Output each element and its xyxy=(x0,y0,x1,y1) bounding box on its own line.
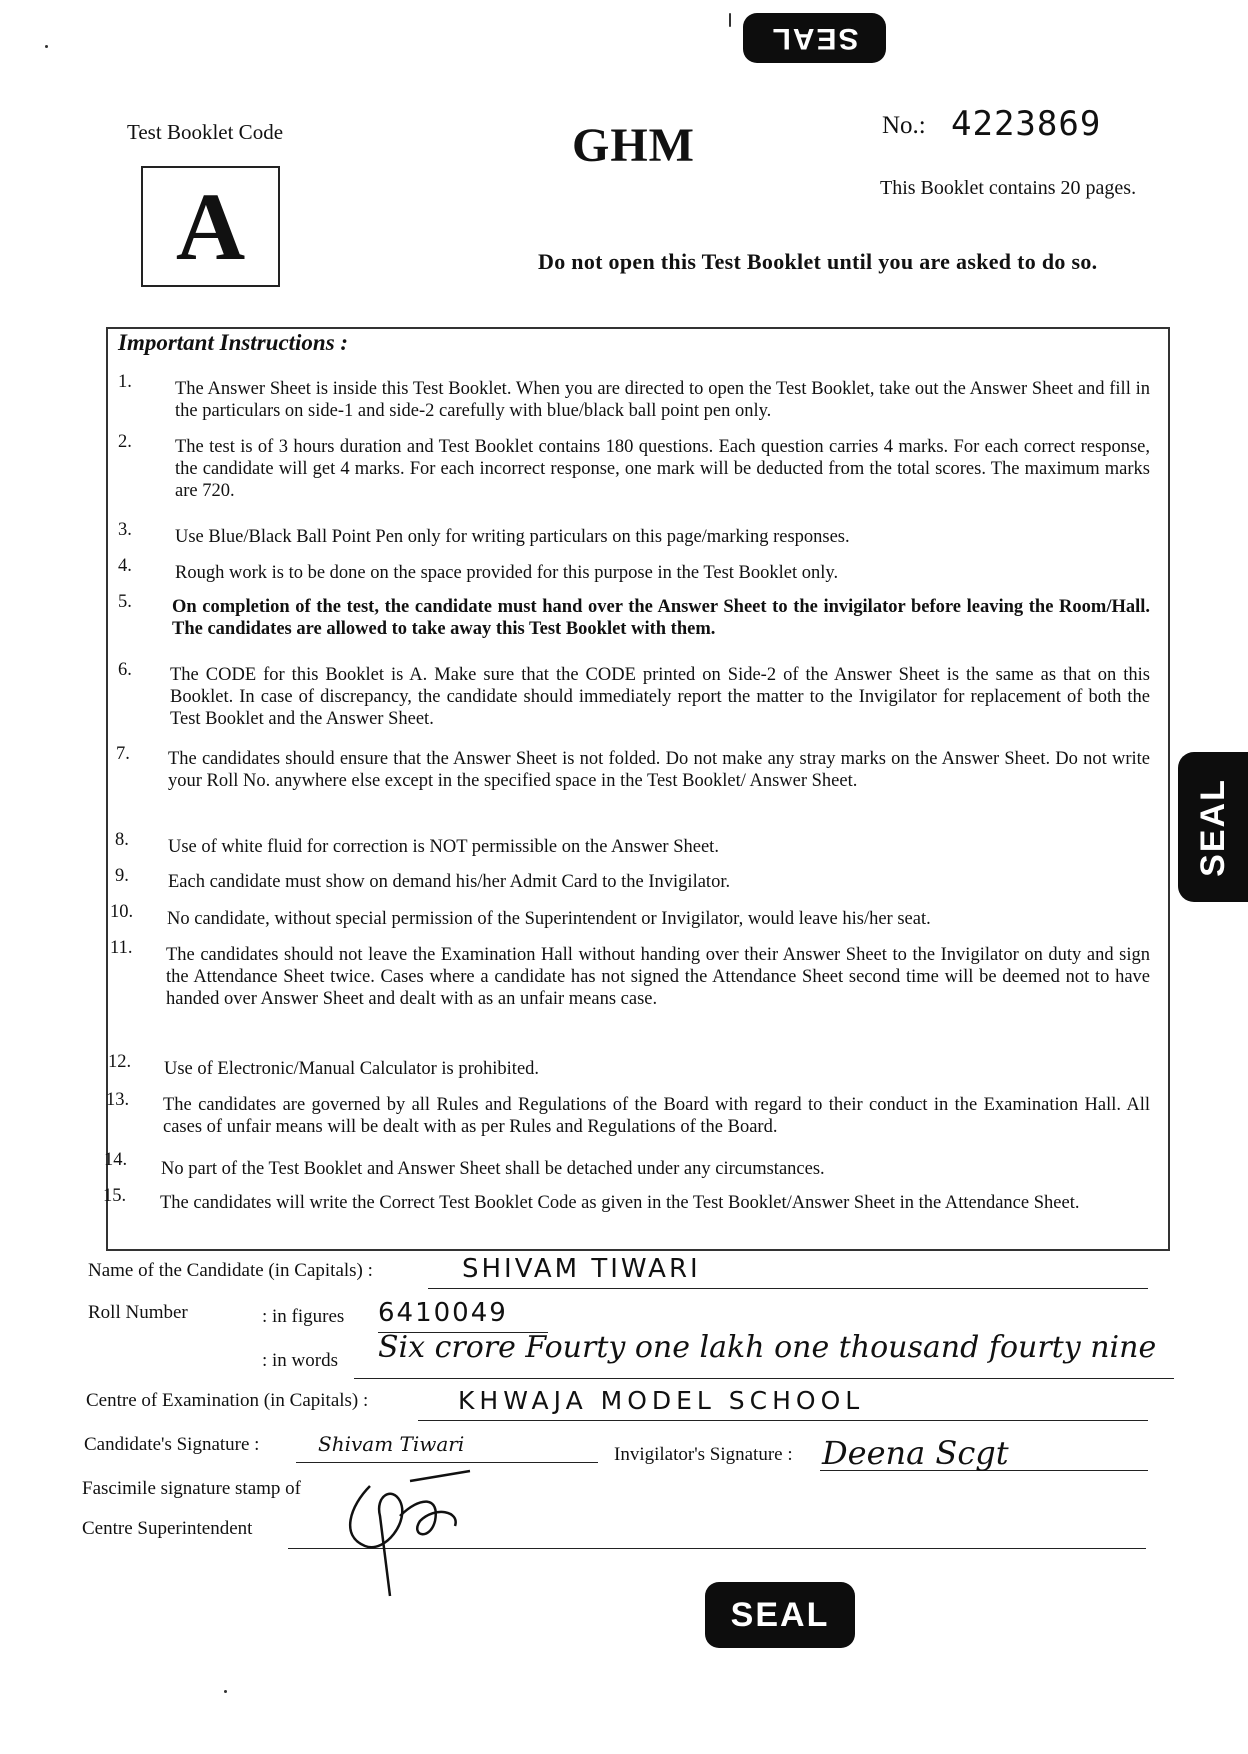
candidate-name-value: SHIVAM TIWARI xyxy=(462,1254,701,1284)
roll-figures-value: 6410049 xyxy=(378,1298,508,1328)
candidate-name-label: Name of the Candidate (in Capitals) : xyxy=(88,1260,373,1281)
scan-speck xyxy=(729,13,731,27)
seal-stamp-right xyxy=(1178,752,1248,902)
instruction-number: 12. xyxy=(108,1052,132,1072)
centre-line xyxy=(418,1420,1148,1421)
instruction-text: The Answer Sheet is inside this Test Booklet. When you are directed to open the Test Booklet, take out the Answer Sheet and fill in the particulars on side-1 and side-2 carefully with blue/black ball point pen only. xyxy=(175,379,1150,421)
instruction-number: 11. xyxy=(110,938,133,958)
instruction-text: The candidates will write the Correct Test Booklet Code as given in the Test Booklet/Answer Sheet in the Attendance Sheet. xyxy=(160,1193,1080,1213)
roll-number-label: Roll Number xyxy=(88,1302,188,1323)
instruction-text: Rough work is to be done on the space provided for this purpose in the Test Booklet only. xyxy=(175,563,839,583)
roll-words-label: : in words xyxy=(262,1350,338,1371)
instruction-number: 15. xyxy=(103,1186,127,1206)
instruction-number: 6. xyxy=(118,660,132,680)
instruction-text: On completion of the test, the candidate must hand over the Answer Sheet to the invigilator before leaving the Room/Hall. The candidates are allowed to take away this Test Booklet with them. xyxy=(172,597,1150,639)
roll-words-line xyxy=(354,1378,1174,1379)
instructions-heading: Important Instructions : xyxy=(118,330,349,355)
instruction-number: 4. xyxy=(118,556,132,576)
superintendent-label: Centre Superintendent xyxy=(82,1518,253,1539)
do-not-open-warning: Do not open this Test Booklet until you are asked to do so. xyxy=(538,249,1098,274)
instruction-text: The candidates should ensure that the Answer Sheet is not folded. Do not make any stray marks on the Answer Sheet. Do not write your Roll No. anywhere else except in the specified space in the Test Booklet/ Answer Sheet. xyxy=(168,749,1150,791)
instruction-text: The test is of 3 hours duration and Test Booklet contains 180 questions. Each question carries 4 marks. For each correct response, the candidate will get 4 marks. For each incorrect response, one mark will be deducted from the total scores. The maximum marks are 720. xyxy=(175,437,1150,501)
instruction-number: 1. xyxy=(118,372,132,392)
instruction-text: The CODE for this Booklet is A. Make sure that the CODE printed on Side-2 of the Answer Sheet is the same as that on this Booklet. In case of discrepancy, the candidate should immediately report the matter to the Invigilator for replacement of both the Test Booklet and the Answer Sheet. xyxy=(170,665,1150,729)
candidate-signature-line xyxy=(296,1462,598,1463)
instruction-number: 7. xyxy=(116,744,130,764)
booklet-code-value: A xyxy=(175,173,246,280)
scan-speck xyxy=(224,1690,227,1693)
scan-speck xyxy=(45,45,48,48)
instruction-text: Each candidate must show on demand his/her Admit Card to the Invigilator. xyxy=(168,872,731,892)
instruction-number: 10. xyxy=(110,902,134,922)
instruction-text: No part of the Test Booklet and Answer Sheet shall be detached under any circumstances. xyxy=(161,1159,825,1179)
instruction-number: 8. xyxy=(115,830,129,850)
instruction-number: 13. xyxy=(106,1090,130,1110)
instruction-text: Use of white fluid for correction is NOT permissible on the Answer Sheet. xyxy=(168,837,719,857)
instruction-text: No candidate, without special permission of the Superintendent or Invigilator, would leave his/her seat. xyxy=(167,909,931,929)
booklet-code-box xyxy=(141,166,280,287)
instruction-number: 2. xyxy=(118,432,132,452)
booklet-code-label: Test Booklet Code xyxy=(127,120,284,144)
centre-value: KHWAJA MODEL SCHOOL xyxy=(458,1386,865,1415)
seal-stamp-bottom xyxy=(705,1582,855,1648)
instruction-number: 3. xyxy=(118,520,132,540)
seal-bottom-text: SEAL xyxy=(730,1595,830,1634)
candidate-signature-label: Candidate's Signature : xyxy=(84,1434,260,1455)
booklet-number-label: No.: xyxy=(882,112,926,139)
page-title: GHM xyxy=(572,119,695,172)
invigilator-signature: Deena Scgt xyxy=(822,1434,1009,1472)
candidate-name-line xyxy=(428,1288,1148,1289)
instruction-number: 5. xyxy=(118,592,132,612)
instruction-text: Use Blue/Black Ball Point Pen only for writing particulars on this page/marking responses. xyxy=(175,527,850,547)
booklet-number-value: 4223869 xyxy=(951,104,1102,144)
superintendent-signature-mark xyxy=(340,1466,490,1606)
seal-right-text: SEAL xyxy=(1193,777,1232,877)
stamp-label: Fascimile signature stamp of xyxy=(82,1478,301,1499)
instruction-text: Use of Electronic/Manual Calculator is prohibited. xyxy=(164,1059,540,1079)
seal-top-text: SEAL xyxy=(770,22,859,55)
seal-stamp-top xyxy=(743,13,886,63)
instruction-text: The candidates should not leave the Examination Hall without handing over their Answer Sheet to the Invigilator on duty and sign the Attendance Sheet twice. Cases where a candidate has not signed the Attendance Sheet second time will be deemed not to have handed over Answer Sheet and dealt with as an unfair means case. xyxy=(166,945,1150,1009)
centre-label: Centre of Examination (in Capitals) : xyxy=(86,1390,369,1411)
pages-note: This Booklet contains 20 pages. xyxy=(880,177,1137,199)
invigilator-signature-label: Invigilator's Signature : xyxy=(614,1444,793,1465)
instruction-number: 14. xyxy=(104,1150,128,1170)
instruction-text: The candidates are governed by all Rules and Regulations of the Board with regard to their conduct in the Examination Hall. All cases of unfair means will be dealt with as per Rules and Regulations of the Board. xyxy=(163,1095,1150,1137)
roll-words-value: Six crore Fourty one lakh one thousand fourty nine xyxy=(378,1330,1157,1365)
candidate-signature: Shivam Tiwari xyxy=(318,1432,465,1456)
instruction-number: 9. xyxy=(115,866,129,886)
roll-figures-label: : in figures xyxy=(262,1306,345,1327)
